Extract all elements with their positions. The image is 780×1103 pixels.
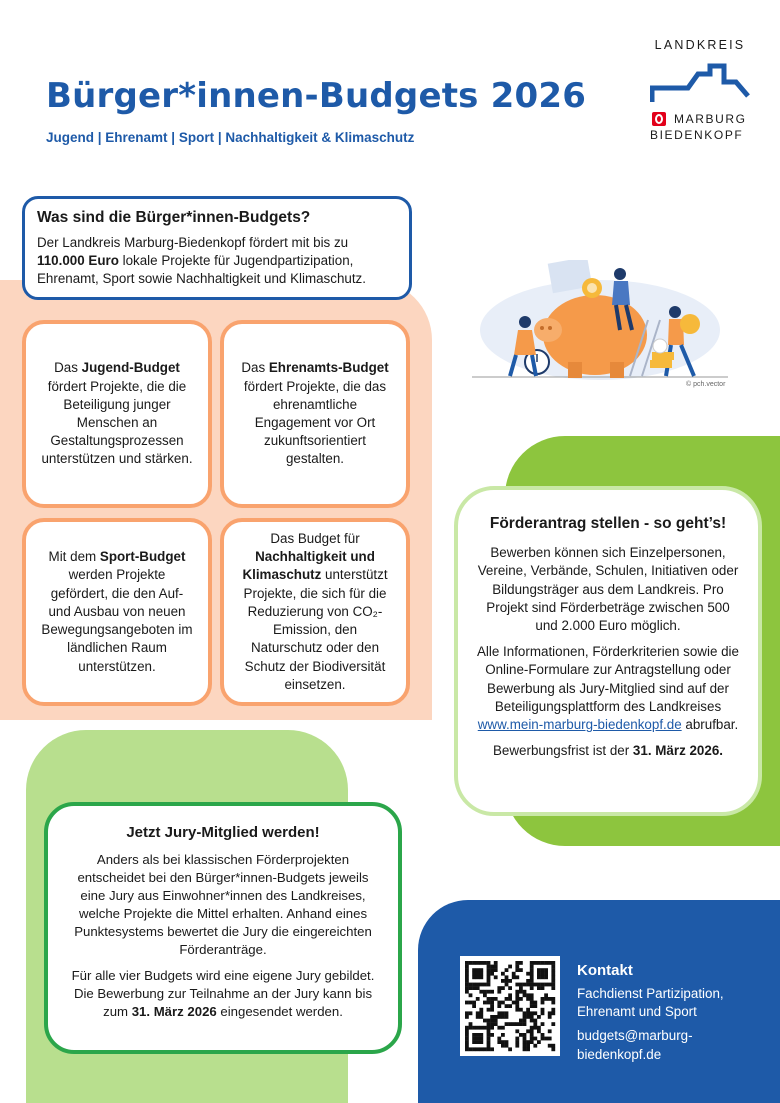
platform-link[interactable]: www.mein-marburg-biedenkopf.de — [477, 717, 682, 733]
qr-code-icon[interactable] — [460, 956, 560, 1056]
card-sport-budget — [22, 518, 212, 706]
jury-text-1: Anders als bei klassischen Förderprojekten entscheidet bei den Bürger*innen-Budgets jeweils eine Jury aus Einwohner*innen des Landkreises, welche Projekte die Mittel erhalten. Anhand eines Punktesystems bewertet die Jury die eingereichten Förderanträge. — [74, 852, 372, 957]
image-credit: © pch.vector — [686, 381, 726, 388]
landkreis-logo — [650, 38, 750, 148]
card-text: Mit dem Sport-Budget werden Projekte gefördert, die den Auf- und Ausbau von neuen Bewegungsangeboten im ländlichen Raum unterstützen. — [41, 549, 193, 674]
jury-heading: Jetzt Jury-Mitglied werden! — [126, 824, 320, 841]
card-ehrenamts-budget — [220, 320, 410, 508]
kontakt-email[interactable]: budgets@marburg-biedenkopf.de — [577, 1028, 693, 1062]
antrag-heading: Förderantrag stellen - so geht’s! — [489, 515, 727, 532]
piggy-bank-illustration — [470, 260, 730, 390]
logo-red-square-icon — [652, 112, 666, 126]
page-subtitle: Jugend | Ehrenamt | Sport | Nachhaltigkeit & Klimaschutz — [46, 130, 415, 145]
card-klimaschutz-budget — [220, 518, 410, 706]
kontakt-department: Fachdienst Partizipation, Ehrenamt und Sport — [577, 986, 724, 1020]
card-text: Das Budget für Nachhaltigkeit und Klimaschutz unterstützt Projekte, die sich für die Reduzierung von CO₂-Emission, den Naturschutz oder den Schutz der Biodiversität einsetzen. — [242, 531, 388, 692]
card-text: Das Ehrenamts-Budget fördert Projekte, die das ehrenamtliche Engagement vor Ort zukunftsorientiert gestalten. — [241, 360, 389, 467]
page-title: Bürger*innen-Budgets 2026 — [46, 76, 587, 116]
logo-text-biedenkopf: BIEDENKOPF — [650, 128, 744, 142]
antrag-text-1: Bewerben können sich Einzelpersonen, Vereine, Verbände, Schulen, Initiativen oder Bildungsträger aus dem Landkreis. Pro Projekt sind Förderbeträge zwischen 500 und 2.000 Euro möglich. — [477, 545, 739, 634]
jury-text-2: Für alle vier Budgets wird eine eigene Jury gebildet. Die Bewerbung zur Teilnahme an der Jury kann bis zum 31. März 2026 eingesendet werden. — [71, 967, 375, 1019]
intro-box — [22, 196, 412, 300]
foerderantrag-box — [454, 486, 762, 816]
logo-text-landkreis: LANDKREIS — [654, 38, 746, 52]
intro-text: Der Landkreis Marburg-Biedenkopf fördert mit bis zu 110.000 Euro lokale Projekte für Jugendpartizipation, Ehrenamt, Sport sowie Nachhaltigkeit und Klimaschutz. — [37, 235, 366, 287]
card-jugend-budget — [22, 320, 212, 508]
jury-box — [44, 802, 402, 1054]
antrag-text-2: Alle Informationen, Förderkriterien sowie die Online-Formulare zur Antragstellung oder Bewerbung als Jury-Mitglied sind auf der Beteiligungsplattform des Landkreises www.mein-marburg-biedenkopf.de abrufbar. — [477, 644, 739, 733]
logo-skyline-icon — [650, 60, 750, 110]
kontakt-section — [577, 962, 767, 1070]
logo-text-marburg: MARBURG — [674, 112, 747, 126]
kontakt-heading: Kontakt — [577, 962, 633, 979]
intro-heading: Was sind die Bürger*innen-Budgets? — [37, 209, 311, 226]
card-text: Das Jugend-Budget fördert Projekte, die die Beteiligung junger Menschen an Gestaltungsprozessen unterstützen und stärken. — [41, 360, 193, 467]
antrag-deadline: Bewerbungsfrist ist der 31. März 2026. — [493, 743, 723, 759]
